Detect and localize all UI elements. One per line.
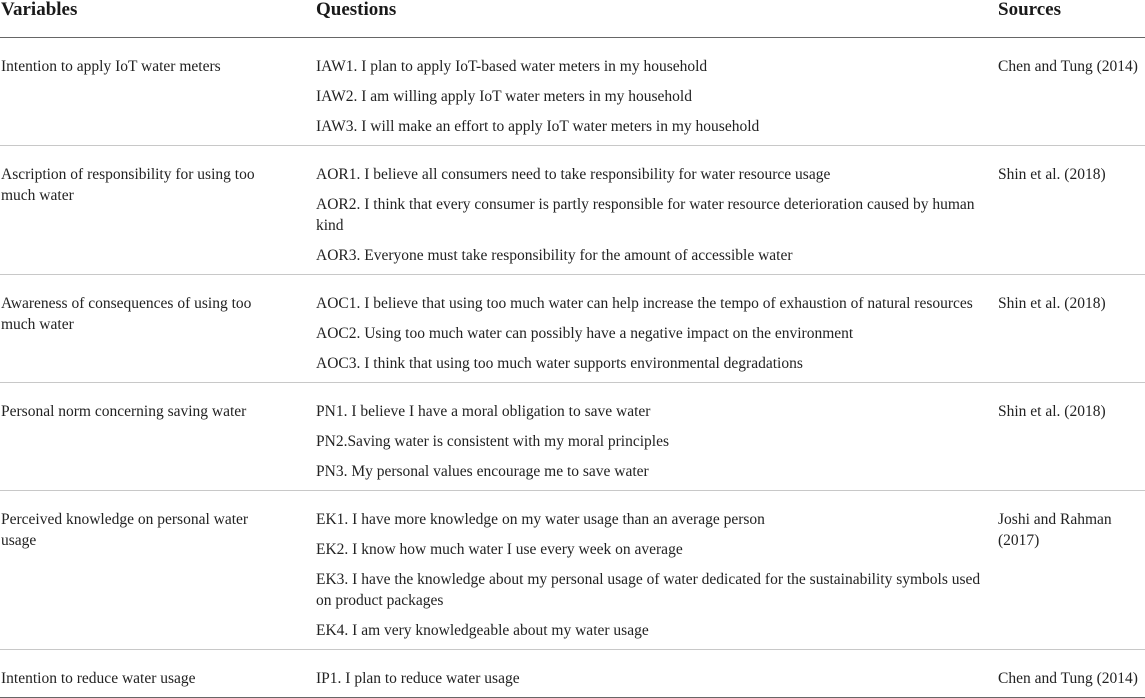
question-item: EK4. I am very knowledgeable about my water usage (316, 622, 649, 639)
source-cell: Shin et al. (2018) (998, 295, 1106, 312)
source-cell: Joshi and Rahman (2017) (998, 511, 1112, 549)
source-cell: Chen and Tung (2014) (998, 58, 1138, 75)
question-item: AOR2. I think that every consumer is partly responsible for water resource deterioration caused by human kind (316, 196, 975, 234)
questions-cell (316, 146, 991, 274)
questions-cell (316, 38, 991, 145)
table-row (0, 650, 1145, 698)
questions-cell (316, 275, 991, 382)
source-cell: Chen and Tung (2014) (998, 670, 1138, 687)
header-sources: Sources (998, 0, 1061, 20)
question-item: EK1. I have more knowledge on my water usage than an average person (316, 511, 765, 528)
questions-cell (316, 491, 991, 649)
table-row (0, 146, 1145, 275)
question-item: IAW2. I am willing apply IoT water meters in my household (316, 88, 692, 105)
table-row (0, 383, 1145, 491)
question-item: AOC3. I think that using too much water supports environmental degradations (316, 355, 803, 372)
header-variables: Variables (1, 0, 78, 20)
variable-cell: Intention to apply IoT water meters (1, 58, 221, 75)
question-item: EK3. I have the knowledge about my personal usage of water dedicated for the sustainability symbols used on product packages (316, 571, 981, 609)
source-cell: Shin et al. (2018) (998, 166, 1106, 183)
header-questions: Questions (316, 0, 397, 20)
source-cell: Shin et al. (2018) (998, 403, 1106, 420)
questions-cell (316, 383, 991, 490)
variable-cell: Perceived knowledge on personal water usage (1, 511, 249, 549)
question-item: PN3. My personal values encourage me to save water (316, 463, 649, 480)
question-item: AOC1. I believe that using too much water can help increase the tempo of exhaustion of natural resources (316, 295, 973, 312)
table-row (0, 275, 1145, 383)
question-item: IAW3. I will make an effort to apply IoT water meters in my household (316, 118, 760, 135)
question-item: AOR3. Everyone must take responsibility for the amount of accessible water (316, 247, 793, 264)
variable-cell: Intention to reduce water usage (1, 670, 196, 687)
variable-cell: Awareness of consequences of using too much water (1, 295, 252, 333)
table-row (0, 38, 1145, 146)
question-item: EK2. I know how much water I use every week on average (316, 541, 683, 558)
table-row (0, 491, 1145, 650)
variable-cell: Ascription of responsibility for using too much water (1, 166, 255, 204)
table-body (0, 38, 1145, 698)
table-header (0, 0, 1145, 38)
question-item: AOR1. I believe all consumers need to take responsibility for water resource usage (316, 166, 831, 183)
question-item: PN2.Saving water is consistent with my moral principles (316, 433, 670, 450)
question-item: PN1. I believe I have a moral obligation to save water (316, 403, 651, 420)
question-item: IP1. I plan to reduce water usage (316, 670, 520, 687)
questions-cell (316, 650, 991, 697)
question-item: IAW1. I plan to apply IoT-based water meters in my household (316, 58, 708, 75)
variable-cell: Personal norm concerning saving water (1, 403, 247, 420)
question-item: AOC2. Using too much water can possibly have a negative impact on the environment (316, 325, 854, 342)
